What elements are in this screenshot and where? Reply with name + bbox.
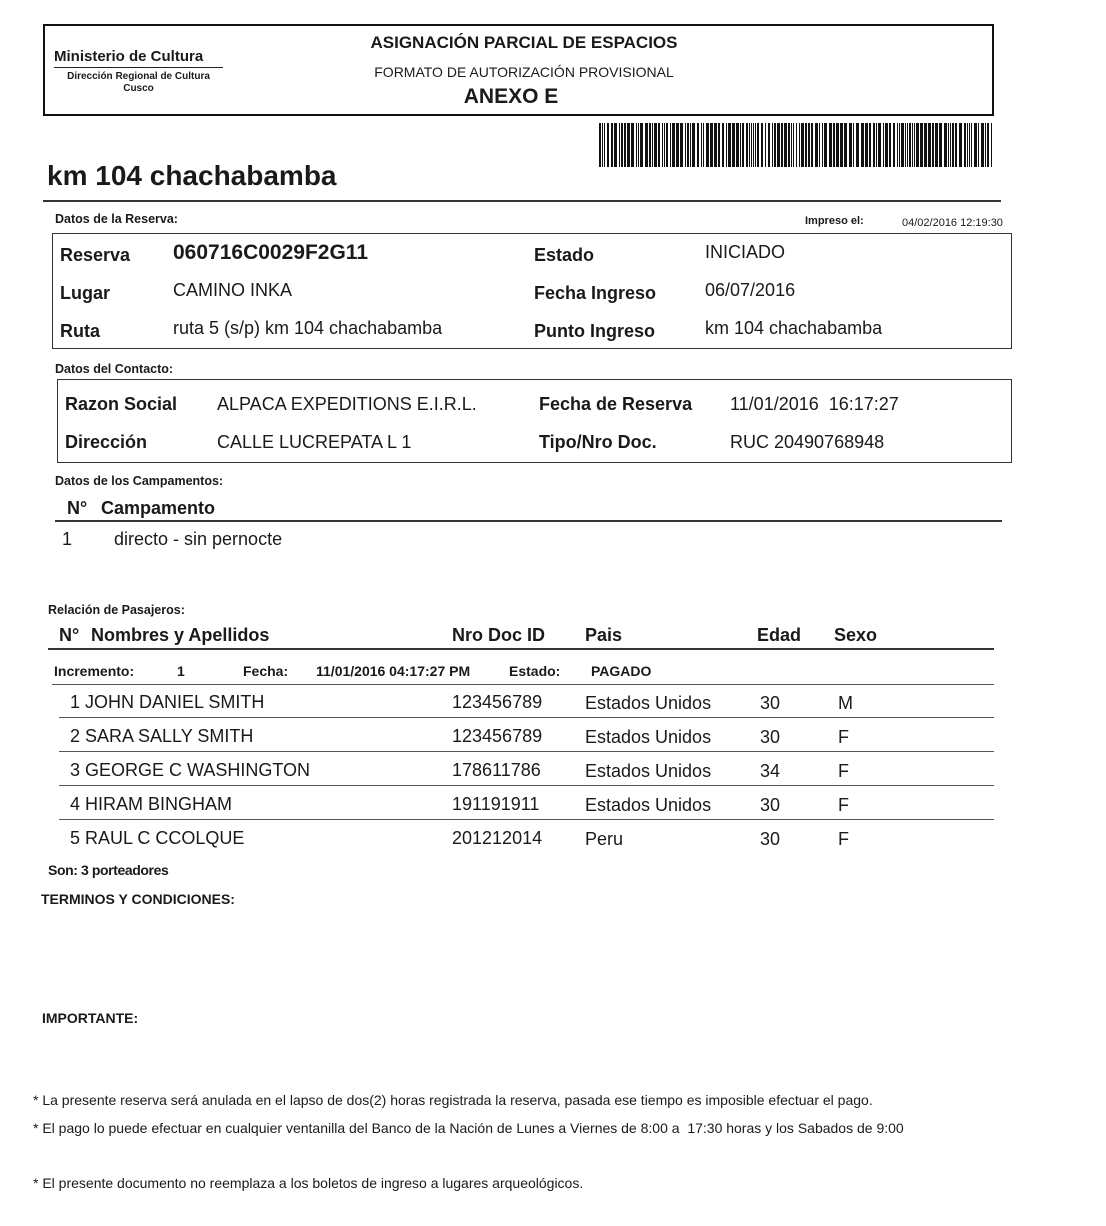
porteadores-note: Son: 3 porteadores <box>48 862 169 878</box>
barcode-bar <box>662 123 663 167</box>
barcode-bar <box>822 123 823 167</box>
barcode-bar <box>645 123 648 167</box>
table-row <box>0 828 1106 858</box>
barcode-bar <box>607 123 609 167</box>
anexo-label: ANEXO E <box>463 85 559 108</box>
barcode-bar <box>796 123 797 167</box>
barcode-bar <box>907 123 908 167</box>
note-anulacion: * La presente reserva será anulada en el lapso de dos(2) horas registrada la reserva, pasada ese tiempo es imposible efectuar el pago. <box>33 1092 873 1108</box>
barcode-bar <box>765 123 766 167</box>
barcode-bar <box>599 123 601 167</box>
estado-value: INICIADO <box>705 242 786 262</box>
barcode-bar <box>718 123 720 167</box>
barcode-bar <box>928 123 931 167</box>
barcode-bar <box>749 123 750 167</box>
barcode-bar <box>728 123 731 167</box>
barcode-bar <box>636 123 637 167</box>
barcode-bar <box>978 123 979 167</box>
barcode-bar <box>736 123 739 167</box>
barcode-bar <box>811 123 813 167</box>
campamento-col-num: N° <box>67 498 88 518</box>
barcode-bar <box>793 123 794 167</box>
org-sub-line-2: Cusco <box>123 83 154 94</box>
row-rule <box>59 819 994 820</box>
barcode-bar <box>829 123 832 167</box>
barcode-bar <box>640 123 643 167</box>
direccion-value: CALLE LUCREPATA L 1 <box>217 432 412 452</box>
barcode-bar <box>952 123 954 167</box>
table-row <box>0 794 1106 828</box>
punto-ingreso-label: Punto Ingreso <box>534 321 655 341</box>
reserva-label: Reserva <box>60 245 131 265</box>
passenger-age: 30 <box>760 795 781 815</box>
passenger-name: 3 GEORGE C WASHINGTON <box>70 760 311 780</box>
barcode-bar <box>944 123 947 167</box>
barcode-bar <box>878 123 881 167</box>
barcode-bar <box>969 123 970 167</box>
passenger-country: Estados Unidos <box>585 761 712 781</box>
passenger-doc: 123456789 <box>452 726 543 746</box>
barcode-bar <box>805 123 807 167</box>
barcode-bar <box>883 123 884 167</box>
barcode-bar <box>912 123 913 167</box>
passenger-age: 30 <box>760 727 781 747</box>
incremento-label: Incremento: <box>54 663 135 679</box>
estado-pago-label: Estado: <box>509 663 561 679</box>
passenger-country: Peru <box>585 829 624 849</box>
barcode-bar <box>676 123 679 167</box>
barcode-bar <box>672 123 675 167</box>
barcode-bar <box>685 123 686 167</box>
incremento-value: 1 <box>177 663 185 679</box>
barcode <box>599 123 992 167</box>
barcode-bar <box>604 123 605 167</box>
barcode-bar <box>751 123 752 167</box>
passenger-doc: 191191911 <box>452 794 540 814</box>
place-title: km 104 chachabamba <box>47 160 337 191</box>
passenger-name: 1 JOHN DANIEL SMITH <box>70 692 265 712</box>
barcode-bar <box>889 123 891 167</box>
barcode-bar <box>602 123 603 167</box>
razon-social-value: ALPACA EXPEDITIONS E.I.R.L. <box>217 394 477 414</box>
reserva-section-label: Datos de la Reserva: <box>55 212 178 226</box>
barcode-bar <box>808 123 810 167</box>
barcode-bar <box>885 123 888 167</box>
incremento-rule <box>52 684 994 685</box>
note-pago: * El pago lo puede efectuar en cualquier ventanilla del Banco de la Nación de Lunes a Viernes de 8:00 a 17:30 horas y los Sabados de 9:00 <box>33 1120 904 1136</box>
passenger-name: 5 RAUL C CCOLQUE <box>70 828 245 848</box>
barcode-bar <box>740 123 741 167</box>
barcode-bar <box>914 123 915 167</box>
barcode-bar <box>690 123 691 167</box>
barcode-bar <box>861 123 864 167</box>
barcode-bar <box>964 123 966 167</box>
barcode-bar <box>836 123 839 167</box>
org-divider <box>54 67 223 68</box>
barcode-bar <box>649 123 651 167</box>
passenger-country: Estados Unidos <box>585 727 712 747</box>
note-boletos: * El presente documento no reemplaza a los boletos de ingreso a lugares arqueológicos. <box>33 1175 584 1191</box>
passenger-country: Estados Unidos <box>585 795 712 815</box>
fecha-reserva-label: Fecha de Reserva <box>539 394 693 414</box>
passenger-sex: F <box>838 761 849 781</box>
barcode-bar <box>697 123 699 167</box>
barcode-bar <box>706 123 709 167</box>
campamentos-header-rule <box>55 520 1002 522</box>
barcode-bar <box>680 123 683 167</box>
passenger-sex: M <box>838 693 853 713</box>
barcode-bar <box>722 123 724 167</box>
barcode-bar <box>746 123 748 167</box>
estado-pago-value: PAGADO <box>591 663 652 679</box>
barcode-bar <box>781 123 783 167</box>
barcode-bar <box>726 123 727 167</box>
barcode-bar <box>666 123 668 167</box>
barcode-bar <box>840 123 843 167</box>
barcode-bar <box>856 123 859 167</box>
barcode-bar <box>791 123 792 167</box>
barcode-bar <box>819 123 820 167</box>
row-rule <box>59 751 994 752</box>
barcode-bar <box>664 123 665 167</box>
pasajeros-header-rule <box>48 648 994 650</box>
pasajeros-col-doc: Nro Doc ID <box>452 625 546 645</box>
ruta-label: Ruta <box>60 321 100 341</box>
barcode-bar <box>853 123 854 167</box>
pasajeros-col-name: Nombres y Apellidos <box>91 625 270 645</box>
barcode-bar <box>774 123 776 167</box>
lugar-label: Lugar <box>60 283 111 303</box>
barcode-bar <box>897 123 898 167</box>
estado-label: Estado <box>534 245 595 265</box>
direccion-label: Dirección <box>65 432 148 452</box>
barcode-bar <box>710 123 713 167</box>
barcode-bar <box>833 123 835 167</box>
importante-heading: IMPORTANTE: <box>42 1010 139 1026</box>
document-subtitle: FORMATO DE AUTORIZACIÓN PROVISIONAL <box>374 64 674 80</box>
barcode-bar <box>899 123 900 167</box>
barcode-bar <box>614 123 617 167</box>
barcode-bar <box>920 123 923 167</box>
barcode-bar <box>732 123 735 167</box>
ruta-value: ruta 5 (s/p) km 104 chachabamba <box>173 318 443 338</box>
barcode-bar <box>784 123 787 167</box>
org-subtitle <box>54 71 223 95</box>
contacto-section-label: Datos del Contacto: <box>55 362 174 376</box>
barcode-bar <box>654 123 657 167</box>
barcode-bar <box>893 123 895 167</box>
passenger-sex: F <box>838 829 849 849</box>
razon-social-label: Razon Social <box>65 394 178 414</box>
printed-value: 04/02/2016 12:19:30 <box>902 217 1003 229</box>
barcode-bar <box>658 123 660 167</box>
barcode-bar <box>865 123 868 167</box>
reserva-value: 060716C0029F2G11 <box>173 241 368 264</box>
campamentos-section-label: Datos de los Campamentos: <box>55 474 224 488</box>
barcode-bar <box>935 123 938 167</box>
pasajeros-col-edad: Edad <box>757 625 802 645</box>
barcode-bar <box>987 123 989 167</box>
fecha-ingreso-value: 06/07/2016 <box>705 280 796 300</box>
passenger-age: 30 <box>760 693 781 713</box>
punto-ingreso-value: km 104 chachabamba <box>705 318 883 338</box>
barcode-bar <box>955 123 957 167</box>
barcode-bar <box>652 123 653 167</box>
fecha-label: Fecha: <box>243 663 289 679</box>
barcode-bar <box>621 123 623 167</box>
barcode-bar <box>849 123 852 167</box>
barcode-bar <box>755 123 756 167</box>
barcode-bar <box>869 123 871 167</box>
terms-heading: TERMINOS Y CONDICIONES: <box>41 891 235 907</box>
barcode-bar <box>753 123 754 167</box>
passenger-country: Estados Unidos <box>585 693 712 713</box>
barcode-bar <box>967 123 968 167</box>
barcode-bar <box>932 123 934 167</box>
barcode-bar <box>619 123 620 167</box>
tipo-doc-label: Tipo/Nro Doc. <box>539 432 657 452</box>
pasajeros-section-label: Relación de Pasajeros: <box>48 603 185 617</box>
barcode-bar <box>611 123 613 167</box>
barcode-bar <box>981 123 984 167</box>
table-row <box>0 760 1106 794</box>
passenger-doc: 123456789 <box>452 692 543 712</box>
barcode-bar <box>631 123 634 167</box>
barcode-bar <box>939 123 942 167</box>
barcode-bar <box>788 123 790 167</box>
barcode-bar <box>703 123 704 167</box>
pasajeros-col-pais: Pais <box>585 625 623 645</box>
passenger-doc: 178611786 <box>452 760 541 780</box>
barcode-bar <box>959 123 962 167</box>
barcode-bar <box>714 123 717 167</box>
barcode-bar <box>924 123 927 167</box>
barcode-bar <box>768 123 770 167</box>
campamento-row-name: directo - sin pernocte <box>114 529 283 549</box>
table-row <box>0 726 1106 760</box>
title-divider <box>43 200 1001 202</box>
fecha-ingreso-label: Fecha Ingreso <box>534 283 657 303</box>
barcode-bar <box>974 123 977 167</box>
barcode-bar <box>638 123 639 167</box>
barcode-bar <box>950 123 951 167</box>
barcode-bar <box>873 123 875 167</box>
barcode-bar <box>985 123 986 167</box>
pasajeros-col-sexo: Sexo <box>834 625 878 645</box>
passenger-sex: F <box>838 795 849 815</box>
passenger-name: 2 SARA SALLY SMITH <box>70 726 254 746</box>
barcode-bar <box>905 123 906 167</box>
passenger-age: 30 <box>760 829 781 849</box>
org-sub-line-1: Dirección Regional de Cultura <box>67 71 210 82</box>
barcode-bar <box>909 123 911 167</box>
barcode-bar <box>971 123 972 167</box>
barcode-bar <box>624 123 626 167</box>
passenger-age: 34 <box>760 761 781 781</box>
barcode-bar <box>799 123 800 167</box>
barcode-bar <box>777 123 780 167</box>
barcode-bar <box>692 123 695 167</box>
barcode-bar <box>948 123 949 167</box>
barcode-bar <box>815 123 818 167</box>
barcode-bar <box>844 123 847 167</box>
barcode-bar <box>824 123 827 167</box>
barcode-bar <box>627 123 630 167</box>
campamento-col-name: Campamento <box>101 498 216 518</box>
barcode-bar <box>916 123 919 167</box>
printed-label: Impreso el: <box>805 215 864 227</box>
passenger-sex: F <box>838 727 849 747</box>
barcode-bar <box>742 123 744 167</box>
passenger-doc: 201212014 <box>452 828 543 848</box>
lugar-value: CAMINO INKA <box>173 280 293 300</box>
barcode-bar <box>761 123 763 167</box>
barcode-bar <box>670 123 671 167</box>
barcode-bar <box>757 123 759 167</box>
org-name: Ministerio de Cultura <box>54 48 204 65</box>
passenger-name: 4 HIRAM BINGHAM <box>70 794 233 814</box>
campamento-row-num: 1 <box>62 529 73 549</box>
fecha-value: 11/01/2016 04:17:27 PM <box>316 663 471 679</box>
table-row <box>0 692 1106 726</box>
barcode-bar <box>901 123 904 167</box>
barcode-bar <box>772 123 773 167</box>
row-rule <box>59 717 994 718</box>
row-rule <box>59 785 994 786</box>
barcode-bar <box>991 123 992 167</box>
barcode-bar <box>801 123 804 167</box>
fecha-reserva-value: 11/01/2016 16:17:27 <box>730 394 899 414</box>
barcode-bar <box>687 123 689 167</box>
barcode-bar <box>876 123 877 167</box>
barcode-bar <box>701 123 702 167</box>
pasajeros-col-num: N° <box>59 625 80 645</box>
tipo-doc-value: RUC 20490768948 <box>730 432 885 452</box>
document-title: ASIGNACIÓN PARCIAL DE ESPACIOS <box>370 33 678 52</box>
